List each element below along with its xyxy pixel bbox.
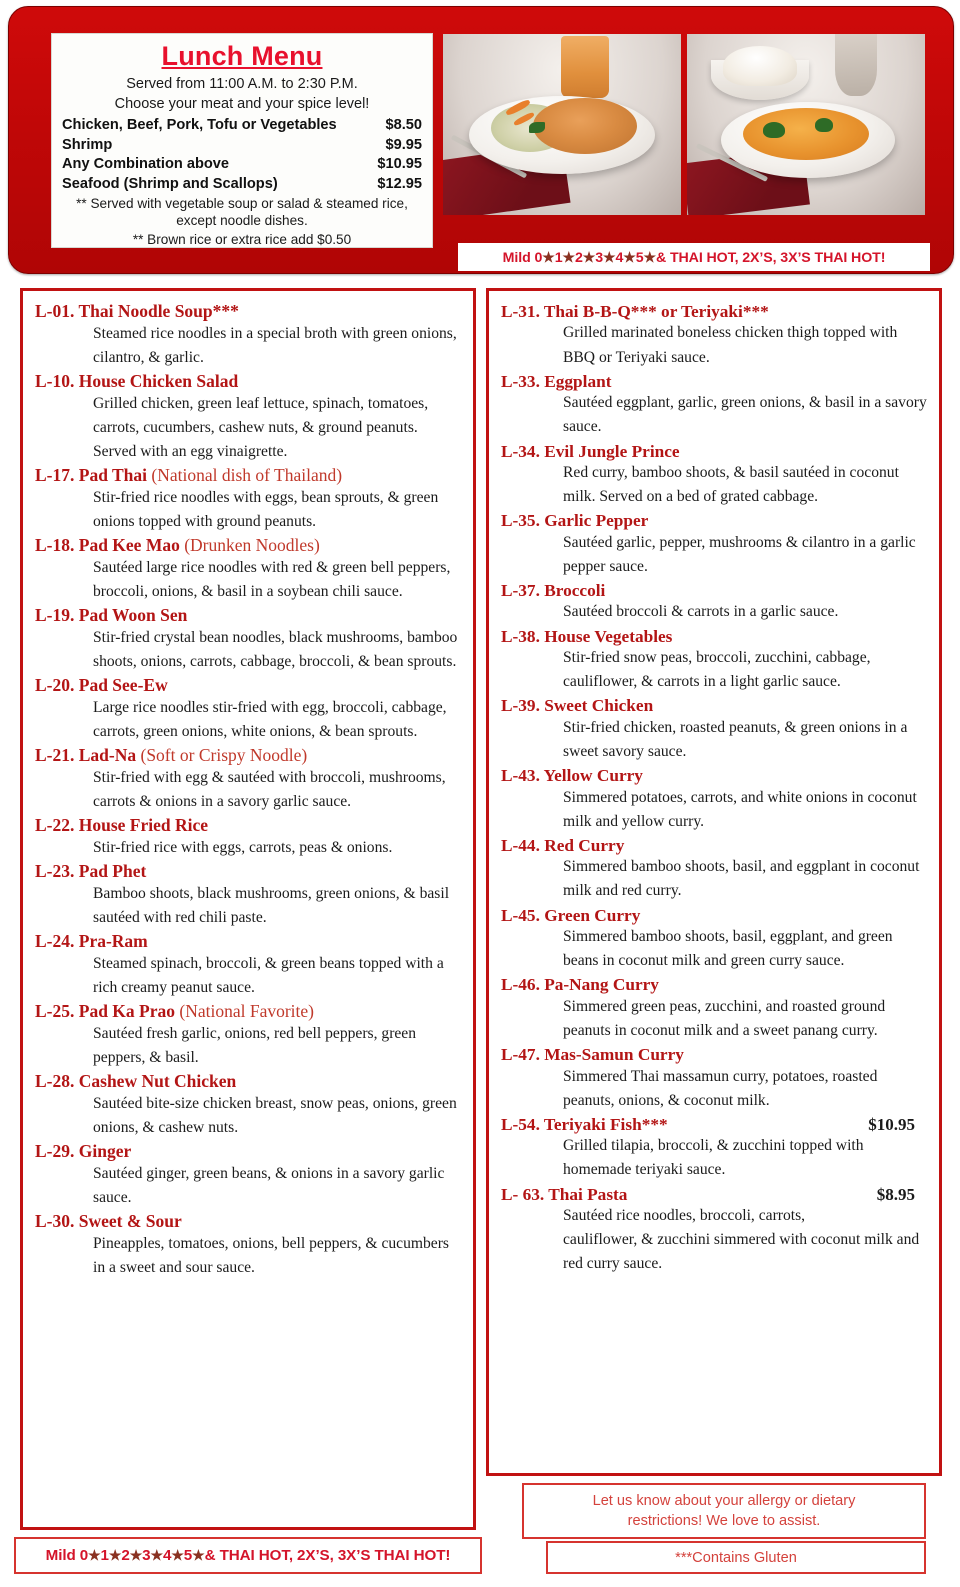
- menu-item[interactable]: [501, 765, 927, 834]
- menu-item[interactable]: [35, 605, 461, 674]
- menu-item[interactable]: [501, 974, 927, 1043]
- menu-item-title: L-44. Red Curry: [501, 835, 625, 855]
- menu-item-description: Simmered bamboo shoots, basil, eggplant, and green beans in coconut milk and green curry sauce.: [563, 928, 893, 970]
- menu-column-left: [20, 288, 476, 1530]
- menu-item[interactable]: [35, 371, 461, 464]
- curry-photo: [687, 34, 925, 215]
- menu-item[interactable]: [501, 580, 927, 625]
- spice-level-text: Mild 0★1★2★3★4★5★& THAI HOT, 2X’S, 3X’S THAI HOT!: [502, 248, 886, 266]
- menu-item[interactable]: [501, 371, 927, 440]
- price-row: [62, 155, 424, 175]
- menu-item-description: Sautéed rice noodles, broccoli, carrots, cauliflower, & zucchini simmered with coconut milk and red curry sauce.: [563, 1207, 920, 1273]
- menu-item[interactable]: [501, 301, 927, 370]
- menu-item-description: Stir-fried rice with eggs, carrots, peas & onions.: [93, 838, 393, 856]
- menu-item[interactable]: [501, 510, 927, 579]
- header-panel: [8, 6, 954, 274]
- menu-item-description: Sautéed fresh garlic, onions, red bell peppers, green peppers, & basil.: [93, 1024, 417, 1066]
- menu-item-title: L-47. Mas-Samun Curry: [501, 1045, 684, 1065]
- menu-item-description: Large rice noodles stir-fried with egg, broccoli, cabbage, carrots, green onions, white onions, & bean sprouts.: [93, 698, 447, 740]
- gluten-note: ***Contains Gluten: [675, 1549, 797, 1566]
- page-title: Lunch Menu: [161, 41, 323, 71]
- menu-item[interactable]: [35, 861, 461, 930]
- menu-item-description: Grilled marinated boneless chicken thigh topped with BBQ or Teriyaki sauce.: [563, 324, 898, 366]
- menu-item-title: L-35. Garlic Pepper: [501, 511, 649, 531]
- menu-item[interactable]: [35, 1211, 461, 1280]
- menu-item-title: L-24. Pra-Ram: [35, 931, 148, 951]
- price-label: Any Combination above: [62, 156, 230, 173]
- menu-item-description: Sautéed garlic, pepper, mushrooms & cilantro in a garlic pepper sauce.: [563, 533, 916, 575]
- menu-item-description: Stir-fried rice noodles with eggs, bean sprouts, & green onions topped with ground peanuts.: [93, 488, 439, 530]
- menu-item[interactable]: [35, 815, 461, 860]
- menu-item[interactable]: [35, 745, 461, 814]
- menu-item[interactable]: [35, 1071, 461, 1140]
- menu-item-title: L-28. Cashew Nut Chicken: [35, 1071, 237, 1091]
- menu-item[interactable]: [501, 1184, 927, 1277]
- menu-item-description: Steamed rice noodles in a special broth with green onions, cilantro, & garlic.: [93, 324, 457, 366]
- menu-item[interactable]: [501, 835, 927, 904]
- menu-item[interactable]: [35, 931, 461, 1000]
- menu-item-title: $10.95 L-54. Teriyaki Fish***: [501, 1114, 915, 1134]
- menu-item-title: L-25. Pad Ka Prao (National Favorite): [35, 1001, 314, 1021]
- menu-item[interactable]: [35, 465, 461, 534]
- menu-item-description: Simmered Thai massamun curry, potatoes, roasted peanuts, onions, & coconut milk.: [563, 1067, 878, 1109]
- menu-item-title: L-31. Thai B-B-Q*** or Teriyaki***: [501, 302, 769, 321]
- menu-item-title: L-37. Broccoli: [501, 581, 606, 600]
- menu-item-title: L-20. Pad See-Ew: [35, 675, 168, 696]
- menu-item[interactable]: [35, 675, 461, 744]
- menu-item-title: L-19. Pad Woon Sen: [35, 605, 188, 626]
- menu-item-description: Red curry, bamboo shoots, & basil sautéed in coconut milk. Served on a bed of grated cabbage.: [563, 463, 899, 506]
- menu-item-title: L-46. Pa-Nang Curry: [501, 975, 659, 995]
- spice-level-banner-bottom: [14, 1537, 482, 1574]
- price-row: [62, 136, 424, 156]
- menu-item-title: L-23. Pad Phet: [35, 861, 147, 881]
- price-label: Seafood (Shrimp and Scallops): [62, 175, 278, 192]
- price-label: Shrimp: [62, 136, 113, 153]
- menu-item-description: Simmered green peas, zucchini, and roasted ground peanuts in coconut milk and a sweet panang curry.: [563, 997, 886, 1039]
- menu-item-description: Sautéed large rice noodles with red & green bell peppers, broccoli, onions, & basil in a soybean chili sauce.: [93, 558, 451, 600]
- lunch-info-box: [51, 33, 433, 248]
- menu-item-description: Sautéed eggplant, garlic, green onions, & basil in a savory sauce.: [563, 394, 927, 436]
- menu-item-title: L-22. House Fried Rice: [35, 815, 209, 836]
- spice-level-text: Mild 0★1★2★3★4★5★& THAI HOT, 2X’S, 3X’S THAI HOT!: [45, 1547, 451, 1564]
- menu-item-description: Stir-fried with egg & sautéed with broccoli, mushrooms, carrots & onions in a savory garlic sauce.: [93, 768, 446, 810]
- menu-item[interactable]: [35, 1141, 461, 1210]
- menu-item-price: $10.95: [868, 1114, 915, 1134]
- menu-item-description: Steamed spinach, broccoli, & green beans topped with a rich creamy peanut sauce.: [93, 954, 444, 996]
- menu-item-title: L-39. Sweet Chicken: [501, 696, 654, 716]
- menu-item-title: L-10. House Chicken Salad: [35, 371, 239, 391]
- menu-item[interactable]: [501, 626, 927, 695]
- menu-item-description: Sautéed ginger, green beans, & onions in a savory garlic sauce.: [93, 1164, 445, 1206]
- menu-item-description: Grilled tilapia, broccoli, & zucchini topped with homemade teriyaki sauce.: [563, 1137, 864, 1179]
- menu-item-title: L-33. Eggplant: [501, 371, 612, 391]
- menu-item-description: Simmered potatoes, carrots, and white onions in coconut milk and yellow curry.: [563, 788, 917, 830]
- menu-item[interactable]: [35, 535, 461, 604]
- menu-item-description: Stir-fried crystal bean noodles, black mushrooms, bamboo shoots, onions, carrots, cabbage, broccoli, & bean sprouts.: [93, 628, 458, 670]
- menu-item[interactable]: [501, 441, 927, 510]
- choose-line: Choose your meat and your spice level!: [114, 96, 370, 112]
- menu-item[interactable]: [35, 1001, 461, 1070]
- menu-item-title: $8.95 L- 63. Thai Pasta: [501, 1184, 915, 1204]
- price-value: $12.95: [377, 175, 422, 192]
- price-value: $9.95: [385, 136, 422, 153]
- pad-thai-photo: [443, 34, 681, 215]
- menu-item[interactable]: [501, 1044, 927, 1113]
- allergy-line-2: restrictions! We love to assist.: [627, 1513, 821, 1529]
- food-photos: [443, 34, 925, 215]
- menu-item-title: L-43. Yellow Curry: [501, 766, 643, 786]
- price-row: [62, 175, 424, 195]
- price-value: $10.95: [377, 156, 422, 173]
- spice-level-banner-top: [458, 243, 930, 271]
- menu-item-title: L-21. Lad-Na (Soft or Crispy Noodle): [35, 745, 308, 766]
- menu-item-description: Grilled chicken, green leaf lettuce, spinach, tomatoes, carrots, cucumbers, cashew nuts, & ground peanuts. Served with an egg vinaigrette.: [93, 394, 429, 460]
- price-label: Chicken, Beef, Pork, Tofu or Vegetables: [62, 117, 337, 133]
- price-list: [52, 116, 432, 194]
- menu-item-description: Simmered bamboo shoots, basil, and eggplant in coconut milk and red curry.: [563, 858, 920, 900]
- menu-item-title: L-18. Pad Kee Mao (Drunken Noodles): [35, 535, 320, 556]
- note-soup-rice: ** Served with vegetable soup or salad & steamed rice, except noodle dishes.: [76, 196, 408, 228]
- served-hours: Served from 11:00 A.M. to 2:30 P.M.: [126, 76, 358, 92]
- menu-item[interactable]: [35, 301, 461, 370]
- allergy-line-1: Let us know about your allergy or dietary: [592, 1492, 856, 1509]
- menu-item-price: $8.95: [876, 1184, 915, 1204]
- menu-item-title: L-17. Pad Thai (National dish of Thailand): [35, 465, 343, 486]
- menu-item-title: L-34. Evil Jungle Prince: [501, 441, 680, 461]
- menu-item-description: Sautéed bite-size chicken breast, snow peas, onions, green onions, & cashew nuts.: [93, 1094, 457, 1136]
- menu-item-description: Bamboo shoots, black mushrooms, green onions, & basil sautéed with red chili paste.: [93, 884, 450, 926]
- menu-column-right: [486, 288, 942, 1476]
- menu-item-title: L-29. Ginger: [35, 1141, 132, 1161]
- menu-item-description: Sautéed broccoli & carrots in a garlic sauce.: [563, 603, 839, 621]
- price-row: [62, 116, 424, 136]
- menu-item[interactable]: [501, 695, 927, 764]
- menu-item[interactable]: [501, 905, 927, 974]
- menu-item-title: L-01. Thai Noodle Soup***: [35, 301, 239, 321]
- menu-item-description: Stir-fried snow peas, broccoli, zucchini, cabbage, cauliflower, & carrots in a light garlic sauce.: [563, 649, 871, 691]
- menu-item-title: L-38. House Vegetables: [501, 626, 673, 646]
- price-value: $8.50: [385, 117, 422, 133]
- allergy-notice-box: [522, 1483, 926, 1539]
- menu-item-title: L-30. Sweet & Sour: [35, 1211, 182, 1231]
- gluten-notice-box: [546, 1541, 926, 1574]
- menu-item-description: Pineapples, tomatoes, onions, bell peppers, & cucumbers in a sweet and sour sauce.: [93, 1234, 449, 1276]
- menu-item-title: L-45. Green Curry: [501, 905, 641, 925]
- menu-item[interactable]: [501, 1114, 927, 1183]
- menu-item-description: Stir-fried chicken, roasted peanuts, & green onions in a sweet savory sauce.: [563, 718, 908, 760]
- note-brown-rice: ** Brown rice or extra rice add $0.50: [132, 232, 352, 248]
